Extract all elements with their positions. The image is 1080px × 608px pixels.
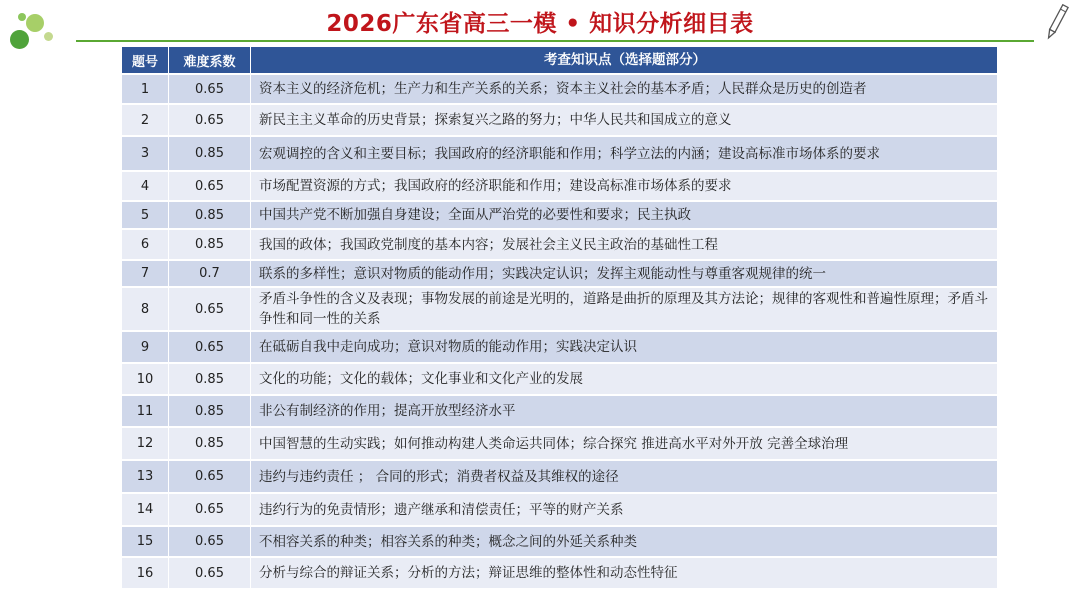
difficulty-value: 0.65 (168, 527, 250, 556)
table-row (122, 330, 997, 362)
difficulty-value: 0.65 (168, 75, 250, 103)
knowledge-points: 资本主义的经济危机；生产力和生产关系的关系；资本主义社会的基本矛盾；人民群众是历史的创造者 (250, 75, 997, 103)
difficulty-value: 0.65 (168, 494, 250, 525)
table-row (122, 426, 997, 459)
table-row (122, 135, 997, 170)
table-row (122, 394, 997, 426)
difficulty-value: 0.85 (168, 428, 250, 459)
difficulty-value: 0.65 (168, 105, 250, 135)
knowledge-points: 不相容关系的种类；相容关系的种类；概念之间的外延关系种类 (250, 527, 997, 556)
title-divider (76, 40, 1034, 42)
table-row (122, 170, 997, 200)
knowledge-points: 中国智慧的生动实践；如何推动构建人类命运共同体；综合探究 推进高水平对外开放 完善全球治理 (250, 428, 997, 459)
knowledge-points: 我国的政体；我国政党制度的基本内容；发展社会主义民主政治的基础性工程 (250, 230, 997, 259)
question-no: 6 (140, 237, 150, 252)
difficulty-value: 0.85 (168, 230, 250, 259)
knowledge-points: 违约与违约责任 ； 合同的形式；消费者权益及其维权的途径 (250, 461, 997, 492)
difficulty-value: 0.85 (168, 396, 250, 426)
header-difficulty: 难度系数 (168, 47, 250, 73)
knowledge-points: 违约行为的免责情形；遗产继承和清偿责任；平等的财产关系 (250, 494, 997, 525)
page-title: 2026广东省高三一模 • 知识分析细目表 (326, 11, 754, 37)
question-no: 1 (140, 81, 150, 97)
knowledge-points: 联系的多样性；意识对物质的能动作用；实践决定认识；发挥主观能动性与尊重客观规律的统一 (250, 261, 997, 286)
question-no: 3 (140, 146, 150, 161)
knowledge-points: 宏观调控的含义和主要目标；我国政府的经济职能和作用；科学立法的内涵；建设高标准市场体系的要求 (250, 137, 997, 170)
knowledge-points: 矛盾斗争性的含义及表现；事物发展的前途是光明的，道路是曲折的原理及其方法论；规律的客观性和普遍性原理；矛盾斗争性和同一性的关系 (250, 288, 997, 330)
difficulty-value: 0.65 (168, 288, 250, 330)
question-no: 7 (140, 266, 150, 281)
table-row (122, 556, 997, 588)
knowledge-points: 市场配置资源的方式；我国政府的经济职能和作用；建设高标准市场体系的要求 (250, 172, 997, 200)
difficulty-value: 0.85 (168, 202, 250, 228)
knowledge-points: 中国共产党不断加强自身建设；全面从严治党的必要性和要求；民主执政 (250, 202, 997, 228)
difficulty-value: 0.65 (168, 558, 250, 588)
knowledge-points: 在砥砺自我中走向成功；意识对物质的能动作用；实践决定认识 (250, 332, 997, 362)
knowledge-table (122, 47, 997, 588)
question-no: 9 (140, 339, 150, 355)
knowledge-points: 文化的功能；文化的载体；文化事业和文化产业的发展 (250, 364, 997, 394)
table-row (122, 286, 997, 330)
question-no: 2 (140, 112, 150, 128)
header-question-no: 题号 (131, 54, 158, 70)
table-row (122, 259, 997, 286)
question-no: 14 (136, 502, 154, 517)
knowledge-points: 分析与综合的辩证关系；分析的方法；辩证思维的整体性和动态性特征 (250, 558, 997, 588)
question-no: 11 (136, 403, 154, 419)
question-no: 16 (136, 565, 154, 581)
table-body (122, 73, 997, 588)
table-row (122, 73, 997, 103)
table-row (122, 362, 997, 394)
difficulty-value: 0.65 (168, 332, 250, 362)
table-row (122, 103, 997, 135)
difficulty-value: 0.85 (168, 364, 250, 394)
question-no: 13 (136, 469, 154, 484)
table-row (122, 228, 997, 259)
pencil-icon (1044, 2, 1070, 42)
difficulty-value: 0.85 (168, 137, 250, 170)
question-no: 4 (140, 178, 150, 194)
question-no: 5 (140, 207, 150, 223)
question-no: 8 (140, 301, 150, 317)
table-row (122, 492, 997, 525)
knowledge-points: 非公有制经济的作用；提高开放型经济水平 (250, 396, 997, 426)
question-no: 15 (136, 534, 154, 549)
difficulty-value: 0.7 (168, 261, 250, 286)
table-header-row (122, 47, 997, 73)
question-no: 12 (136, 436, 154, 451)
knowledge-points: 新民主主义革命的历史背景；探索复兴之路的努力；中华人民共和国成立的意义 (250, 105, 997, 135)
difficulty-value: 0.65 (168, 461, 250, 492)
table-row (122, 459, 997, 492)
header-knowledge-points: 考查知识点（选择题部分） (250, 47, 997, 73)
question-no: 10 (136, 371, 154, 387)
difficulty-value: 0.65 (168, 172, 250, 200)
table-row (122, 525, 997, 556)
table-row (122, 200, 997, 228)
